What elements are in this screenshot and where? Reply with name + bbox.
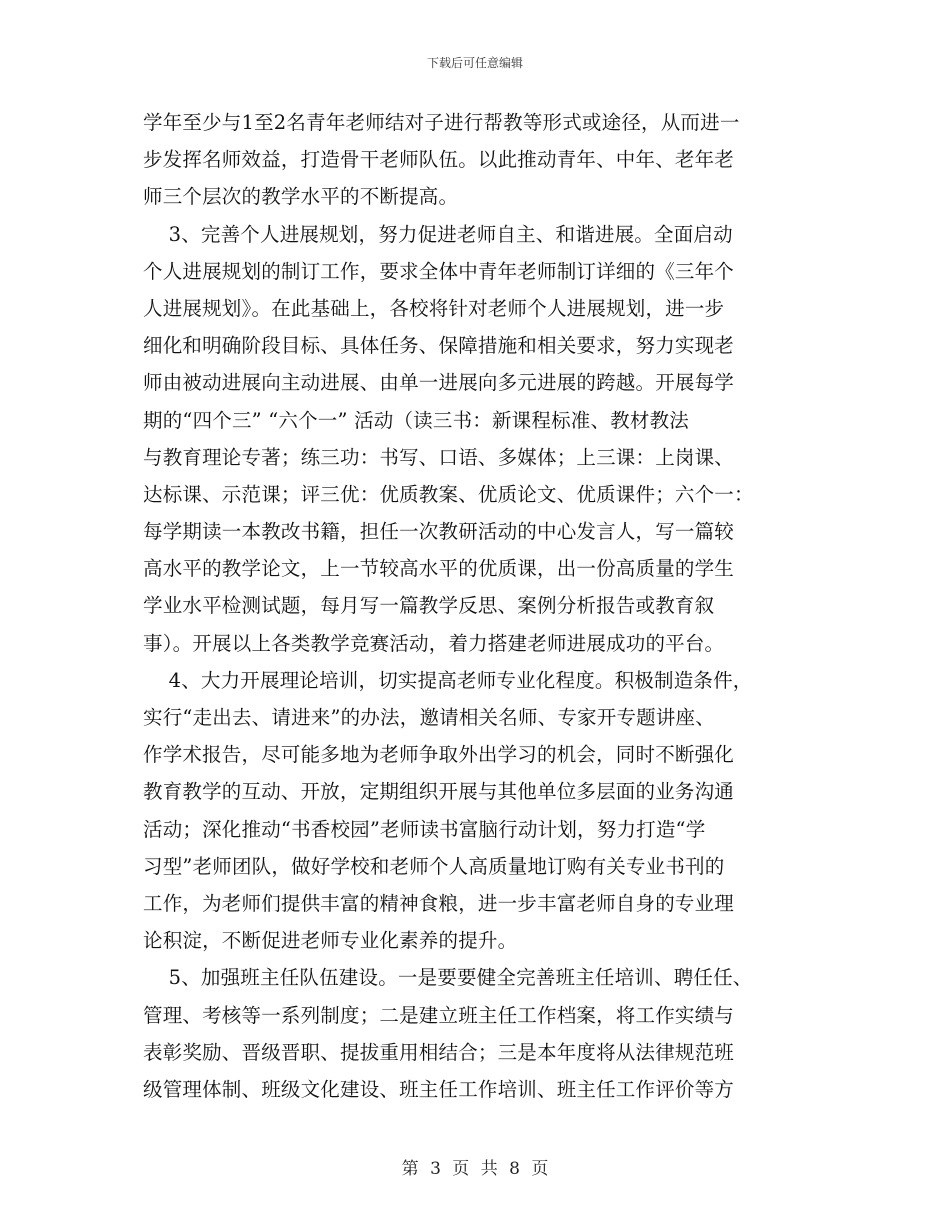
- text-line: 师由被动进展向主动进展、由单一进展向多元进展的跨越。开展每学: [143, 371, 735, 395]
- page-footer: [0, 1154, 950, 1179]
- text-line: 学年至少与1至2名青年老师结对子进行帮教等形式或途径，从而进一: [143, 111, 740, 134]
- text-line: 细化和明确阶段目标、具体任务、保障措施和相关要求，努力实现老: [143, 334, 735, 358]
- text-line: 级管理体制、班级文化建设、班主任工作培训、班主任工作评价等方: [143, 1077, 735, 1101]
- text-line: 每学期读一本教改书籍，担任一次教研活动的中心发言人，写一篇较: [143, 520, 735, 544]
- text-line: 3、完善个人进展规划，努力促进老师自主、和谐进展。全面启动: [143, 222, 733, 246]
- total-pages-number: 8: [509, 1159, 520, 1179]
- footer-prefix: 第: [401, 1159, 419, 1179]
- text-line: 个人进展规划的制订工作，要求全体中青年老师制订详细的《三年个: [143, 259, 735, 283]
- text-line: 学业水平检测试题，每月写一篇教学反思、案例分析报告或教育叙: [143, 594, 715, 618]
- text-line: 习型”老师团队，做好学校和老师个人高质量地订购有关专业书刊的: [143, 854, 725, 878]
- text-line: 高水平的教学论文，上一节较高水平的优质课，出一份高质量的学生: [143, 557, 735, 581]
- text-line: 5、加强班主任队伍建设。一是要要健全完善班主任培训、聘任任、: [143, 966, 753, 990]
- text-line: 4、大力开展理论培训，切实提高老师专业化程度。积极制造条件，: [143, 668, 753, 692]
- text-line: 达标课、示范课；评三优：优质教案、优质论文、优质课件；六个一：: [143, 482, 754, 506]
- footer-total-label: 共: [480, 1159, 498, 1179]
- footer-suffix: 页: [531, 1159, 549, 1179]
- text-line: 作学术报告，尽可能多地为老师争取外出学习的机会，同时不断强化: [143, 743, 735, 767]
- text-line: 表彰奖励、晋级晋职、提拔重用相结合；三是本年度将从法律规范班: [143, 1040, 735, 1064]
- text-line: 论积淀，不断促进老师专业化素养的提升。: [143, 929, 518, 953]
- text-line: 期的“四个三” “六个一” 活动（读三书：新课程标准、教材教法: [143, 408, 689, 432]
- text-line: 教育教学的互动、开放，定期组织开展与其他单位多层面的业务沟通: [143, 780, 735, 804]
- current-page-number: 3: [430, 1159, 441, 1179]
- text-line: 步发挥名师效益，打造骨干老师队伍。以此推动青年、中年、老年老: [143, 148, 735, 172]
- document-body: [143, 104, 833, 1108]
- text-line: 师三个层次的教学水平的不断提高。: [143, 185, 459, 209]
- text-line: 人进展规划》。在此基础上，各校将针对老师个人进展规划，进一步: [143, 296, 725, 320]
- text-line: 与教育理论专著；练三功：书写、口语、多媒体；上三课：上岗课、: [143, 445, 735, 469]
- text-line: 工作，为老师们提供丰富的精神食粮，进一步丰富老师自身的专业理: [143, 891, 735, 915]
- text-line: 事）。开展以上各类教学竞赛活动，着力搭建老师进展成功的平台。: [143, 631, 725, 655]
- text-line: 活动；深化推动“书香校园”老师读书富脑行动计划，努力打造“学: [143, 817, 706, 841]
- footer-page-label: 页: [452, 1159, 470, 1179]
- text-line: 管理、考核等一系列制度；二是建立班主任工作档案，将工作实绩与: [143, 1003, 735, 1027]
- text-line: 实行“走出去、请进来”的办法，邀请相关名师、专家开专题讲座、: [143, 706, 715, 729]
- header-note: 下载后可任意编辑: [426, 56, 523, 70]
